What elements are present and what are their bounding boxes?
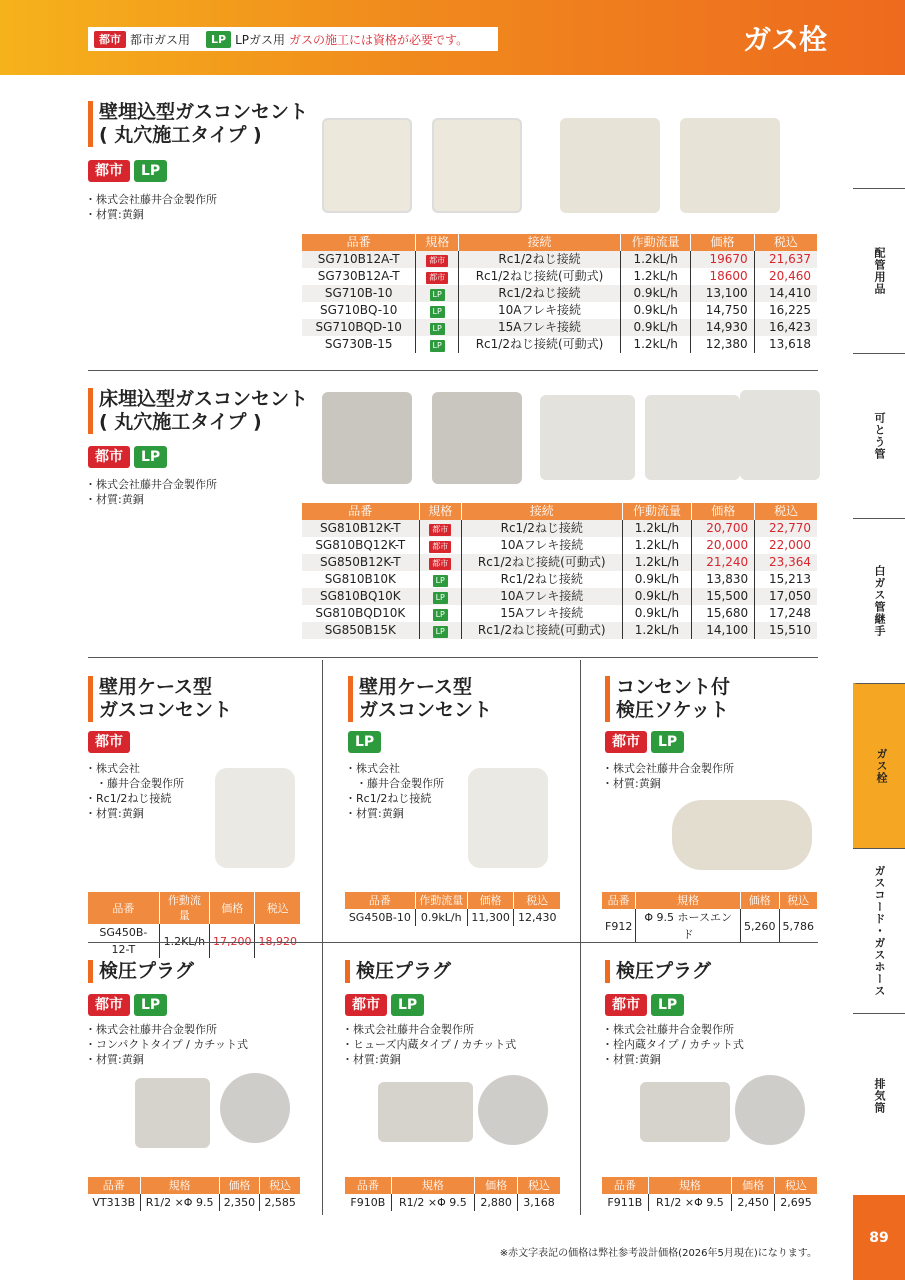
table-row xyxy=(302,520,817,537)
table-header-cell: 品番 xyxy=(345,892,415,909)
table-row xyxy=(302,571,817,588)
table-cell: SG450B-10 xyxy=(345,909,415,926)
spec-item: ・ 藤井合金製作所 xyxy=(345,776,444,791)
table-cell: SG730B-15 xyxy=(302,336,416,353)
table-cell: 0.9kL/h xyxy=(622,588,692,605)
table-cell xyxy=(419,554,461,571)
gas-type-tags xyxy=(345,994,424,1016)
table-header-cell: 接続 xyxy=(459,234,621,251)
gas-type-tags xyxy=(88,994,167,1016)
table-cell: Rc1/2ねじ接続(可動式) xyxy=(459,268,621,285)
table-row xyxy=(345,1194,560,1211)
title-line: 検圧ソケット xyxy=(616,699,729,721)
spec-item: ・ 材質:黄銅 xyxy=(85,207,217,222)
spec-item: ・ 株式会社藤井合金製作所 xyxy=(602,1022,744,1037)
product-title-case-outlet-city xyxy=(88,676,232,722)
table-cell: SG810BQD10K xyxy=(302,605,419,622)
table-cell: SG850B15K xyxy=(302,622,419,639)
spec-item: ・ 株式会社藤井合金製作所 xyxy=(342,1022,516,1037)
sidebar-tab-exhaust[interactable]: 排気筒 xyxy=(853,1013,905,1178)
lp-tag: LP xyxy=(134,160,167,182)
table-cell: 18600 xyxy=(691,268,754,285)
spec-list xyxy=(85,1022,248,1067)
table-cell: SG710BQ-10 xyxy=(302,302,416,319)
table-cell: SG710B-10 xyxy=(302,285,416,302)
table-cell: 20,700 xyxy=(692,520,755,537)
spec-table xyxy=(602,892,817,943)
table-header-cell: 価格 xyxy=(741,892,780,909)
table-cell: Rc1/2ねじ接続(可動式) xyxy=(461,554,622,571)
table-cell: 14,750 xyxy=(691,302,754,319)
table-cell: Rc1/2ねじ接続 xyxy=(461,571,622,588)
table-cell xyxy=(416,302,459,319)
table-header-row xyxy=(88,1177,300,1194)
spec-item: ・ 株式会社藤井合金製作所 xyxy=(85,192,217,207)
table-cell: R1/2 ×Φ 9.5 xyxy=(140,1194,219,1211)
table-header-cell: 品番 xyxy=(345,1177,391,1194)
table-cell: SG710BQD-10 xyxy=(302,319,416,336)
product-image xyxy=(640,1082,730,1142)
table-header-row xyxy=(88,892,300,924)
sidebar-tab-gas-hose[interactable]: ガスコード・ガスホース xyxy=(853,848,905,1013)
table-cell: 1.2kL/h xyxy=(622,520,692,537)
table-cell: 20,460 xyxy=(769,269,811,283)
lp-tag: LP xyxy=(433,575,448,587)
table-header-cell: 品番 xyxy=(88,892,159,924)
lp-tag: LP xyxy=(430,289,445,301)
sidebar-tab-fittings[interactable]: 白ガス管継手 xyxy=(853,518,905,683)
table-cell: 14,930 xyxy=(691,319,754,336)
spec-table xyxy=(345,1177,560,1211)
table-cell: F911B xyxy=(602,1194,648,1211)
table-cell: 0.9kL/h xyxy=(622,605,692,622)
table-header-row xyxy=(345,892,560,909)
table-header-row xyxy=(302,503,817,520)
product-image xyxy=(645,395,740,480)
city-tag: 都市 xyxy=(605,994,647,1016)
table-cell: SG810B12K-T xyxy=(302,520,419,537)
table-cell xyxy=(419,520,461,537)
spec-table xyxy=(302,234,817,353)
title-line: 壁用ケース型 xyxy=(359,676,473,698)
table-header-cell: 価格 xyxy=(691,234,754,251)
lp-tag: LP xyxy=(433,592,448,604)
table-cell: 1.2KL/h xyxy=(159,924,209,958)
table-cell: SG810BQ10K xyxy=(302,588,419,605)
table-cell: 13,830 xyxy=(692,571,755,588)
table-cell: 15Aフレキ接続 xyxy=(461,605,622,622)
spec-list xyxy=(345,761,444,821)
spec-item: ・ 材質:黄銅 xyxy=(85,806,184,821)
table-row xyxy=(302,285,817,302)
city-tag: 都市 xyxy=(88,731,130,753)
table-cell: Rc1/2ねじ接続 xyxy=(459,251,621,268)
spec-item: ・ 材質:黄銅 xyxy=(342,1052,516,1067)
spec-item: ・ 株式会社藤井合金製作所 xyxy=(85,477,217,492)
footnote: ※赤文字表記の価格は弊社参考設計価格(2026年5月現在)になります。 xyxy=(499,1248,817,1259)
lp-tag: LP xyxy=(348,731,381,753)
gas-type-tags xyxy=(88,160,167,182)
title-line: 床埋込型ガスコンセント xyxy=(99,388,309,410)
lp-tag: LP xyxy=(134,446,167,468)
table-row xyxy=(302,622,817,639)
table-cell xyxy=(419,537,461,554)
product-image xyxy=(378,1082,473,1142)
table-row xyxy=(88,924,300,958)
table-cell: 0.9kL/h xyxy=(621,302,691,319)
title-line: ガスコンセント xyxy=(359,699,493,721)
spec-list xyxy=(85,761,184,821)
table-cell: 14,100 xyxy=(692,622,755,639)
table-header-cell: 作動流量 xyxy=(622,503,692,520)
table-cell xyxy=(419,588,461,605)
table-header-cell: 税込 xyxy=(755,503,817,520)
product-title-wall-outlet xyxy=(88,101,308,147)
table-cell: Rc1/2ねじ接続 xyxy=(459,285,621,302)
title-line: ( 丸穴施工タイプ ) xyxy=(99,411,262,433)
product-image xyxy=(735,1075,805,1145)
product-title-socket xyxy=(605,676,730,722)
table-cell: 1.2kL/h xyxy=(622,537,692,554)
sidebar-tab-piping[interactable]: 配管用品 xyxy=(853,188,905,353)
table-row xyxy=(302,268,817,285)
table-header-cell: 品番 xyxy=(602,892,636,909)
table-cell: 5,786 xyxy=(779,909,817,943)
gas-type-tags xyxy=(88,446,167,468)
table-cell: 17,050 xyxy=(755,588,817,605)
product-title-plug-valve: 検圧プラグ xyxy=(605,960,711,983)
table-cell: SG850B12K-T xyxy=(302,554,419,571)
table-header-cell: 税込 xyxy=(514,892,560,909)
table-row xyxy=(302,336,817,353)
city-tag: 都市 xyxy=(345,994,387,1016)
table-header-cell: 価格 xyxy=(732,1177,775,1194)
spec-item: ・ 株式会社 xyxy=(85,761,184,776)
table-cell: Rc1/2ねじ接続 xyxy=(461,520,622,537)
table-row xyxy=(602,1194,817,1211)
table-header-cell: 価格 xyxy=(209,892,255,924)
spec-list xyxy=(85,477,217,507)
spec-item: ・ コンパクトタイプ / カチット式 xyxy=(85,1037,248,1052)
table-cell xyxy=(419,571,461,588)
table-cell: 12,380 xyxy=(691,336,754,353)
table-cell: 18,920 xyxy=(255,924,300,958)
table-row xyxy=(345,909,560,926)
table-cell: 22,000 xyxy=(769,538,811,552)
gas-type-tags xyxy=(88,731,130,753)
product-image xyxy=(672,800,812,870)
table-row xyxy=(88,1194,300,1211)
spec-item: ・ 株式会社 xyxy=(345,761,444,776)
table-cell: SG810BQ12K-T xyxy=(302,537,419,554)
city-tag: 都市 xyxy=(429,558,451,570)
lp-tag: LP xyxy=(433,609,448,621)
table-row xyxy=(302,319,817,336)
table-cell: F912 xyxy=(602,909,636,943)
lp-tag: LP xyxy=(430,306,445,318)
product-title-case-outlet-lp xyxy=(348,676,492,722)
table-header-row xyxy=(602,1177,817,1194)
table-cell xyxy=(416,251,459,268)
table-header-cell: 作動流量 xyxy=(621,234,691,251)
table-header-cell: 規格 xyxy=(636,892,741,909)
lp-tag: LP xyxy=(651,994,684,1016)
table-header-cell: 品番 xyxy=(302,234,416,251)
table-cell: 15,213 xyxy=(769,572,811,586)
lp-gas-label: LPガス用 xyxy=(235,32,286,47)
table-cell: R1/2 ×Φ 9.5 xyxy=(391,1194,474,1211)
table-header-cell: 税込 xyxy=(775,1177,817,1194)
table-header-cell: 税込 xyxy=(518,1177,560,1194)
page-number: 89 xyxy=(853,1195,905,1280)
lp-tag: LP xyxy=(430,323,445,335)
product-image xyxy=(432,118,522,213)
table-cell: SG710B12A-T xyxy=(302,251,416,268)
table-cell: 1.2kL/h xyxy=(621,336,691,353)
table-header-row xyxy=(302,234,817,251)
lp-tag: LP xyxy=(134,994,167,1016)
table-header-cell: 品番 xyxy=(302,503,419,520)
title-line: ( 丸穴施工タイプ ) xyxy=(99,124,262,146)
product-image xyxy=(540,395,635,480)
table-cell: 20,000 xyxy=(692,537,755,554)
qualification-notice: ガスの施工には資格が必要です。 xyxy=(289,32,469,47)
title-line: ガスコンセント xyxy=(99,699,233,721)
table-cell: 15,510 xyxy=(755,622,817,639)
table-cell: 0.9kL/h xyxy=(621,319,691,336)
table-cell: R1/2 ×Φ 9.5 xyxy=(648,1194,731,1211)
city-tag: 都市 xyxy=(429,541,451,553)
table-cell: 11,300 xyxy=(467,909,514,926)
spec-item: ・ 栓内蔵タイプ / カチット式 xyxy=(602,1037,744,1052)
table-header-cell: 税込 xyxy=(255,892,300,924)
lp-gas-tag: LP xyxy=(206,31,231,48)
spec-item: ・ 藤井合金製作所 xyxy=(85,776,184,791)
table-row xyxy=(302,251,817,268)
table-cell: 1.2kL/h xyxy=(622,622,692,639)
table-cell: 12,430 xyxy=(514,909,560,926)
table-cell: 0.9kL/h xyxy=(415,909,467,926)
spec-list xyxy=(342,1022,516,1067)
table-cell: Rc1/2ねじ接続(可動式) xyxy=(461,622,622,639)
spec-item: ・ 株式会社藤井合金製作所 xyxy=(85,1022,248,1037)
table-cell: 13,100 xyxy=(691,285,754,302)
table-cell: 2,585 xyxy=(260,1194,300,1211)
city-tag: 都市 xyxy=(88,446,130,468)
table-cell: 19670 xyxy=(691,251,754,268)
table-header-cell: 税込 xyxy=(754,234,817,251)
table-cell: 10Aフレキ接続 xyxy=(461,588,622,605)
title-line: 壁埋込型ガスコンセント xyxy=(99,101,309,123)
table-row xyxy=(302,554,817,571)
table-row xyxy=(602,909,817,943)
table-cell: 5,260 xyxy=(741,909,780,943)
spec-item: ・ 材質:黄銅 xyxy=(85,492,217,507)
product-image xyxy=(468,768,548,868)
sidebar-tab-gas-valve[interactable]: ガス栓 xyxy=(853,683,905,848)
product-title-floor-outlet xyxy=(88,388,308,434)
spec-table xyxy=(302,503,817,639)
spec-item: ・ 株式会社藤井合金製作所 xyxy=(602,761,734,776)
table-header-cell: 税込 xyxy=(260,1177,300,1194)
table-row xyxy=(302,605,817,622)
city-gas-label: 都市ガス用 xyxy=(130,32,191,47)
table-cell: SG450B-12-T xyxy=(88,924,159,958)
table-header-cell: 作動流量 xyxy=(159,892,209,924)
spec-item: ・ 材質:黄銅 xyxy=(602,776,734,791)
product-image xyxy=(432,392,522,484)
table-cell: 0.9kL/h xyxy=(622,571,692,588)
table-header-cell: 規格 xyxy=(648,1177,731,1194)
table-cell: 21,637 xyxy=(754,251,817,268)
lp-tag: LP xyxy=(430,340,445,352)
product-image xyxy=(478,1075,548,1145)
city-tag: 都市 xyxy=(88,160,130,182)
table-header-cell: 品番 xyxy=(88,1177,140,1194)
spec-list xyxy=(85,192,217,222)
table-header-cell: 規格 xyxy=(391,1177,474,1194)
gas-type-tags xyxy=(605,731,684,753)
table-cell: 1.2kL/h xyxy=(621,268,691,285)
spec-table xyxy=(345,892,560,926)
table-header-cell: 作動流量 xyxy=(415,892,467,909)
city-tag: 都市 xyxy=(426,255,448,267)
product-image xyxy=(680,118,780,213)
table-cell: 2,450 xyxy=(732,1194,775,1211)
section-title: ガス栓 xyxy=(742,23,827,56)
table-cell: Φ 9.5 ホースエンド xyxy=(636,909,741,943)
product-title-plug-compact: 検圧プラグ xyxy=(88,960,194,983)
table-cell: SG810B10K xyxy=(302,571,419,588)
table-cell xyxy=(419,605,461,622)
table-cell: SG730B12A-T xyxy=(302,268,416,285)
table-cell: 13,618 xyxy=(769,337,811,351)
gas-type-tags xyxy=(348,731,381,753)
table-cell xyxy=(416,336,459,353)
city-gas-tag: 都市 xyxy=(94,31,126,48)
table-cell: 10Aフレキ接続 xyxy=(461,537,622,554)
table-row xyxy=(302,588,817,605)
table-row xyxy=(302,302,817,319)
table-cell: 15Aフレキ接続 xyxy=(459,319,621,336)
table-cell: 1.2kL/h xyxy=(621,251,691,268)
table-cell: 3,168 xyxy=(518,1194,560,1211)
lp-tag: LP xyxy=(391,994,424,1016)
table-cell: Rc1/2ねじ接続(可動式) xyxy=(459,336,621,353)
table-cell: VT313B xyxy=(88,1194,140,1211)
spec-item: ・ 材質:黄銅 xyxy=(602,1052,744,1067)
spec-item: ・ Rc1/2ねじ接続 xyxy=(345,791,444,806)
table-header-cell: 税込 xyxy=(779,892,817,909)
spec-item: ・ 材質:黄銅 xyxy=(345,806,444,821)
title-line: コンセント付 xyxy=(616,676,731,698)
table-cell: 1.2kL/h xyxy=(622,554,692,571)
city-tag: 都市 xyxy=(605,731,647,753)
table-cell: 2,880 xyxy=(475,1194,518,1211)
product-image xyxy=(560,118,660,213)
product-image xyxy=(740,390,820,480)
spec-table xyxy=(602,1177,817,1211)
product-image xyxy=(215,768,295,868)
table-cell: 17,200 xyxy=(209,924,255,958)
table-cell: 14,410 xyxy=(754,285,817,302)
spec-table xyxy=(88,1177,300,1211)
product-image xyxy=(322,392,412,484)
table-cell: 15,680 xyxy=(692,605,755,622)
table-cell: 15,500 xyxy=(692,588,755,605)
table-cell xyxy=(419,622,461,639)
spec-list xyxy=(602,761,734,791)
table-cell: 17,248 xyxy=(769,606,811,620)
table-cell: 10Aフレキ接続 xyxy=(459,302,621,319)
table-cell: F910B xyxy=(345,1194,391,1211)
table-cell xyxy=(416,319,459,336)
spec-table xyxy=(88,892,300,958)
city-tag: 都市 xyxy=(429,524,451,536)
table-cell: 22,770 xyxy=(755,520,817,537)
table-header-row xyxy=(345,1177,560,1194)
lp-tag: LP xyxy=(651,731,684,753)
gas-type-tags xyxy=(605,994,684,1016)
table-header-row xyxy=(602,892,817,909)
table-header-cell: 規格 xyxy=(419,503,461,520)
table-cell: 0.9kL/h xyxy=(621,285,691,302)
product-title-plug-fuse: 検圧プラグ xyxy=(345,960,451,983)
spec-item: ・ Rc1/2ねじ接続 xyxy=(85,791,184,806)
sidebar-tab-flexible-pipe[interactable]: 可とう管 xyxy=(853,353,905,518)
spec-item: ・ 材質:黄銅 xyxy=(85,1052,248,1067)
product-image xyxy=(220,1073,290,1143)
table-cell xyxy=(416,268,459,285)
table-header-cell: 価格 xyxy=(467,892,514,909)
table-cell: 21,240 xyxy=(692,554,755,571)
spec-list xyxy=(602,1022,744,1067)
gas-type-legend xyxy=(88,27,498,51)
lp-tag: LP xyxy=(433,626,448,638)
table-header-cell: 価格 xyxy=(219,1177,260,1194)
product-image xyxy=(135,1078,210,1148)
table-cell: 23,364 xyxy=(755,554,817,571)
city-tag: 都市 xyxy=(426,272,448,284)
title-line: 壁用ケース型 xyxy=(99,676,213,698)
table-cell: 16,225 xyxy=(769,303,811,317)
city-tag: 都市 xyxy=(88,994,130,1016)
table-cell: 2,350 xyxy=(219,1194,260,1211)
table-header-cell: 規格 xyxy=(416,234,459,251)
product-image xyxy=(322,118,412,213)
table-header-cell: 価格 xyxy=(475,1177,518,1194)
spec-item: ・ ヒューズ内蔵タイプ / カチット式 xyxy=(342,1037,516,1052)
table-header-cell: 規格 xyxy=(140,1177,219,1194)
table-cell: 2,695 xyxy=(775,1194,817,1211)
table-header-cell: 接続 xyxy=(461,503,622,520)
table-row xyxy=(302,537,817,554)
table-header-cell: 価格 xyxy=(692,503,755,520)
table-header-cell: 品番 xyxy=(602,1177,648,1194)
table-cell xyxy=(416,285,459,302)
table-cell: 16,423 xyxy=(754,319,817,336)
